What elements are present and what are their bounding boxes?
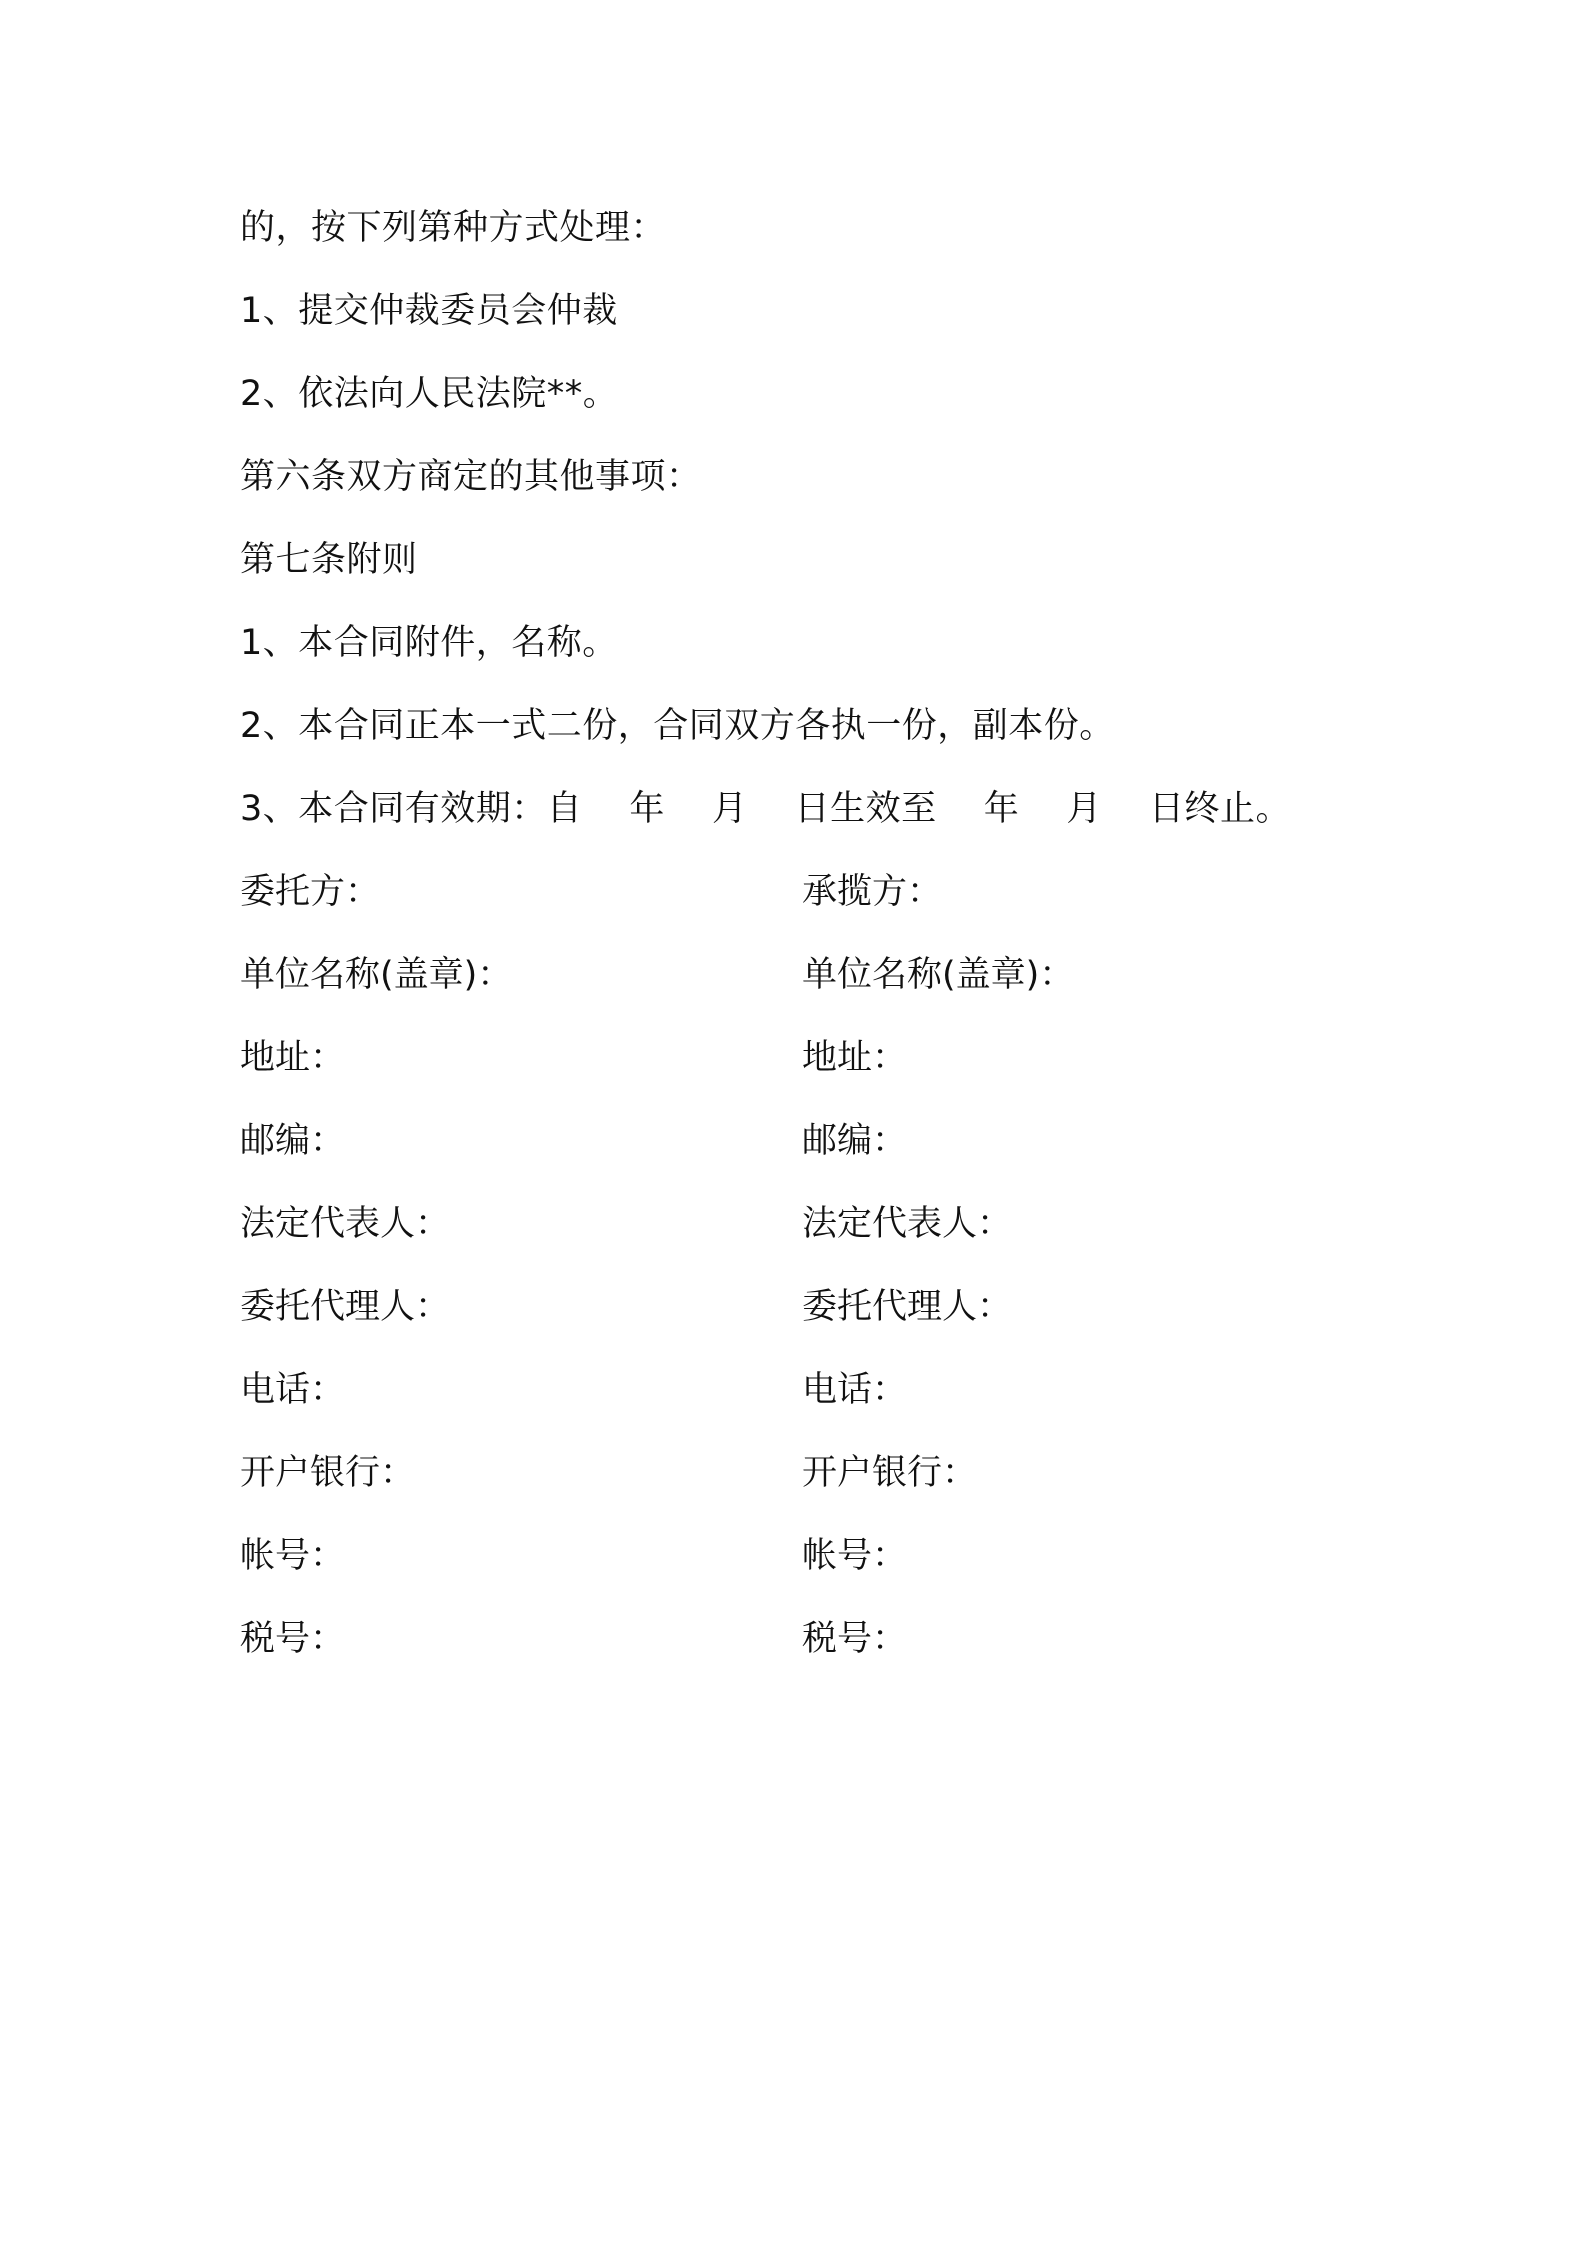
client-legal-rep-label: 法定代表人：: [240, 1204, 451, 1244]
heading-article-six: 第六条双方商定的其他事项：: [240, 457, 702, 497]
contractor-agent-label: 委托代理人：: [802, 1287, 1013, 1327]
signature-row-phone: [240, 1365, 1340, 1415]
paragraph-arbitration: 1、提交仲裁委员会仲裁: [240, 291, 618, 331]
contractor-legal-rep-label: 法定代表人：: [802, 1204, 1013, 1244]
signature-row-legal-rep: [240, 1199, 1340, 1249]
client-tax-id-label: 税号：: [240, 1619, 346, 1659]
contractor-unit-name-label: 单位名称(盖章)：: [802, 955, 1075, 995]
client-account-label: 帐号：: [240, 1536, 346, 1576]
signature-row-unit-name: [240, 950, 1340, 1000]
signature-row-postcode: [240, 1116, 1340, 1166]
paragraph-attachment: 1、本合同附件，名称。: [240, 623, 618, 663]
contractor-phone-label: 电话：: [802, 1370, 908, 1410]
contractor-bank-label: 开户银行：: [802, 1453, 978, 1493]
signature-row-account: [240, 1531, 1340, 1581]
signature-row-bank: [240, 1448, 1340, 1498]
client-label: 委托方：: [240, 872, 381, 912]
signature-row-address: [240, 1033, 1340, 1083]
client-postcode-label: 邮编：: [240, 1121, 346, 1161]
client-address-label: 地址：: [240, 1038, 346, 1078]
signature-row-party: [240, 867, 1340, 917]
client-phone-label: 电话：: [240, 1370, 346, 1410]
paragraph-validity: 3、本合同有效期：自 年 月 日生效至 年 月 日终止。: [240, 789, 1292, 829]
contractor-postcode-label: 邮编：: [802, 1121, 908, 1161]
signature-row-tax-id: [240, 1614, 1340, 1664]
paragraph-dispute-method: 的，按下列第种方式处理：: [240, 208, 667, 248]
client-agent-label: 委托代理人：: [240, 1287, 451, 1327]
client-bank-label: 开户银行：: [240, 1453, 416, 1493]
paragraph-court: 2、依法向人民法院**。: [240, 374, 619, 414]
client-unit-name-label: 单位名称(盖章)：: [240, 955, 513, 995]
contractor-account-label: 帐号：: [802, 1536, 908, 1576]
heading-article-seven: 第七条附则: [240, 540, 418, 580]
contractor-address-label: 地址：: [802, 1038, 908, 1078]
signature-row-agent: [240, 1282, 1340, 1332]
contractor-label: 承揽方：: [802, 872, 943, 912]
paragraph-copies: 2、本合同正本一式二份，合同双方各执一份，副本份。: [240, 706, 1115, 746]
contractor-tax-id-label: 税号：: [802, 1619, 908, 1659]
